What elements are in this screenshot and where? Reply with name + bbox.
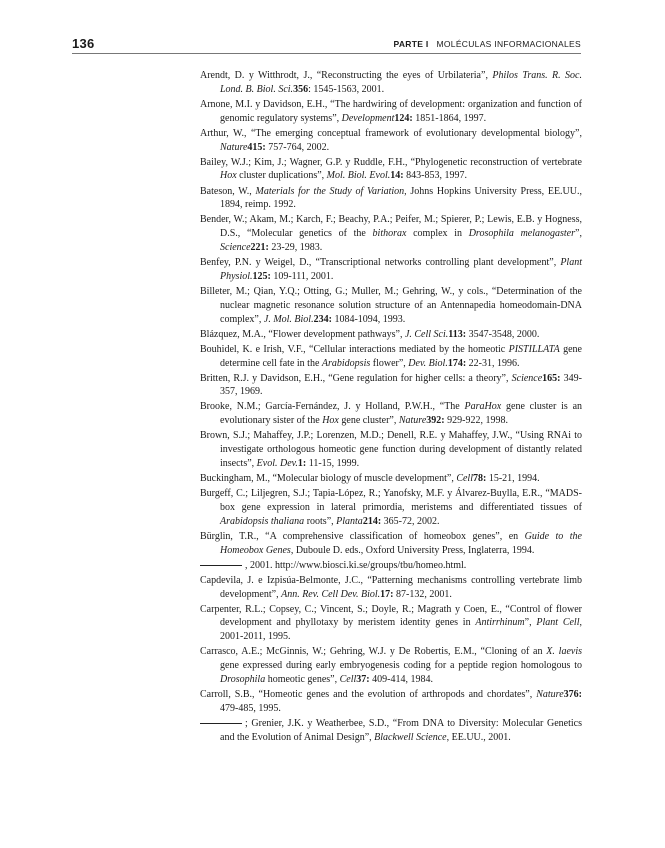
reference-text: Bender, W.; Akam, M.; Karch, F.; Beachy, P.A.; Peifer, M.; Spierer, P.; Lewis, E.B. y Hogness, D.S., “Molecular genetics of the xyxy=(200,214,582,240)
reference-text: Arendt, D. y Witthrodt, J., “Reconstructing the eyes of Urbilateria”, xyxy=(200,70,493,81)
reference-text: X. laevis xyxy=(546,646,582,658)
reference-list xyxy=(200,69,582,746)
reference-source: Philos Trans. R. Soc. Lond. B. Biol. Sci. xyxy=(220,70,582,95)
reference-text: 87-132, 2001. xyxy=(393,588,452,600)
reference-text: 479-485, 1995. xyxy=(220,702,281,714)
reference-text: Bailey, W.J.; Kim, J.; Wagner, G.P. y Ruddle, F.H., “Phylogenetic reconstruction of vertebrate xyxy=(200,156,582,168)
reference-text: 22-31, 1996. xyxy=(466,357,520,369)
reference-text: 365-72, 2002. xyxy=(381,515,440,527)
reference-source: Nature xyxy=(536,689,564,701)
reference-text: Billeter, M.; Qian, Y.Q.; Otting, G.; Muller, M.; Gehring, W., y cols., “Determination of the nuclear magnetic resonance solution structure of an Antennapedia homeodomain-DNA complex”, xyxy=(200,285,582,325)
reference-volume: 14: xyxy=(390,170,404,182)
reference-text: Carpenter, R.L.; Copsey, C.; Vincent, S.; Doyle, R.; Magrath y Coen, E., “Control of flower development and phyllotaxy by meristem identity genes in xyxy=(200,603,582,629)
reference-source: Nature xyxy=(398,415,427,427)
reference-text: ”, xyxy=(524,617,537,629)
reference-text: 349-357, 1969. xyxy=(220,372,582,398)
header-rule xyxy=(72,53,581,54)
reference-entry xyxy=(200,343,582,371)
reference-entry xyxy=(200,156,582,184)
reference-text: 843-853, 1997. xyxy=(403,170,467,182)
reference-source: J. Cell Sci. xyxy=(404,328,449,340)
reference-text: 1851-1864, 1997. xyxy=(412,112,487,124)
reference-source: Plant Cell xyxy=(536,617,580,629)
reference-text: Britten, R.J. y Davidson, E.H., “Gene regulation for higher cells: a theory”, xyxy=(200,372,512,384)
repeat-author-dash xyxy=(200,723,242,724)
reference-volume: 1: xyxy=(297,458,307,470)
reference-text: gene cluster is an evolutionary sister of the xyxy=(220,401,583,427)
reference-text: Brooke, N.M.; García-Fernández, J. y Holland, P.W.H., “The xyxy=(200,401,465,413)
reference-entry xyxy=(200,472,582,486)
reference-text: Hox xyxy=(220,170,237,182)
reference-text: , 2001. http://www.biosci.ki.se/groups/tbu/homeo.html. xyxy=(245,559,467,571)
reference-entry xyxy=(200,559,582,573)
page-number: 136 xyxy=(72,36,95,51)
reference-entry xyxy=(200,372,582,400)
reference-text: 15-21, 1994. xyxy=(486,473,540,485)
reference-text: 757-764, 2002. xyxy=(265,141,330,153)
reference-text: ; Grenier, J.K. y Weatherbee, S.D., “From DNA to Diversity: Molecular Genetics and the Evolution of Animal Design”, xyxy=(220,717,582,743)
reference-entry xyxy=(200,717,582,745)
reference-source: Nature xyxy=(220,141,248,153)
reference-source: Guide to the Homeobox Genes xyxy=(220,530,582,556)
reference-text: complex in xyxy=(406,228,469,240)
reference-source: Plant Physiol. xyxy=(220,257,582,282)
reference-entry xyxy=(200,185,582,213)
reference-text: , EE.UU., 2001. xyxy=(446,731,511,743)
reference-volume: 124: xyxy=(394,112,413,124)
reference-volume: 376: xyxy=(563,689,582,701)
reference-text: Blázquez, M.A., “Flower development pathways”, xyxy=(200,328,405,340)
reference-text: homeotic genes”, xyxy=(265,674,340,685)
reference-volume: 113: xyxy=(448,328,467,340)
reference-volume: 78: xyxy=(473,473,487,485)
reference-text: ParaHox xyxy=(464,401,502,413)
reference-entry xyxy=(200,645,582,687)
reference-text: Buckingham, M., “Molecular biology of muscle development”, xyxy=(200,473,457,485)
reference-text: Arnone, M.I. y Davidson, E.H., “The hardwiring of development: organization and function of genomic regulatory systems”, xyxy=(200,98,582,124)
reference-text: Drosophila xyxy=(220,674,266,685)
reference-text: 409-414, 1984. xyxy=(369,674,433,685)
reference-source: Materials for the Study of Variation, xyxy=(255,185,407,197)
reference-source: Dev. Biol. xyxy=(408,357,448,369)
reference-text: Burgeff, C.; Liljegren, S.J.; Tapia-López, R.; Yanofsky, M.F. y Álvarez-Buylla, E.R., “MADS-box gene expression in lateral primordia, meristems and differentiated tissues of xyxy=(200,488,582,513)
reference-source: Evol. Dev. xyxy=(256,458,298,470)
reference-entry xyxy=(200,69,582,97)
reference-volume: 392: xyxy=(426,415,445,427)
reference-volume: 165: xyxy=(542,372,561,384)
reference-text: Arabidopsis thaliana xyxy=(220,515,305,527)
reference-volume: 214: xyxy=(362,515,382,527)
reference-text: flower”, xyxy=(370,357,409,369)
reference-entry xyxy=(200,487,582,529)
reference-volume: 174: xyxy=(447,357,467,369)
reference-entry xyxy=(200,213,582,255)
reference-text: Drosophila melanogaster xyxy=(468,228,576,240)
reference-text: Carroll, S.B., “Homeotic genes and the evolution of arthropods and chordates”, xyxy=(200,689,537,701)
reference-entry xyxy=(200,688,582,716)
reference-source: Mol. Biol. Evol. xyxy=(326,170,391,182)
reference-text: Antirrhinum xyxy=(475,617,525,629)
reference-source: Cell xyxy=(456,473,473,485)
reference-text: 3547-3548, 2000. xyxy=(466,328,540,340)
reference-source: J. Mol. Biol. xyxy=(263,313,314,325)
reference-entry xyxy=(200,400,582,428)
reference-entry xyxy=(200,328,582,342)
reference-source: Science xyxy=(220,242,251,254)
reference-volume: 221: xyxy=(250,242,269,254)
reference-text: Brown, S.J.; Mahaffey, J.P.; Lorenzen, M.D.; Denell, R.E. y Mahaffey, J.W., “Using RNAi to investigate orthologous homeotic gene function during development of distantly related insects”, xyxy=(200,430,582,470)
reference-text: Bateson, W., xyxy=(200,185,256,197)
reference-volume: 356 xyxy=(293,83,309,95)
reference-source: Development xyxy=(341,112,395,124)
repeat-author-dash xyxy=(200,565,242,566)
reference-text: ”, xyxy=(575,228,582,240)
reference-text: 11-15, 1999. xyxy=(306,458,360,470)
reference-text: gene determine cell fate in the xyxy=(220,343,582,369)
reference-source: Planta xyxy=(336,515,363,527)
reference-text: , 2001-2011, 1995. xyxy=(220,617,582,643)
reference-volume: 415: xyxy=(247,141,266,153)
reference-entry xyxy=(200,530,582,558)
part-label: PARTE I xyxy=(393,39,429,49)
reference-text: , Duboule D. eds., Oxford University Press, Inglaterra, 1994. xyxy=(290,544,535,556)
reference-text: gene expressed during early embryogenesis coding for a peptide region homologous to xyxy=(220,660,582,672)
reference-entry xyxy=(200,603,582,645)
reference-volume: 17: xyxy=(380,588,394,600)
reference-text: Bouhidel, K. e Irish, V.F., “Cellular interactions mediated by the homeotic xyxy=(200,343,509,355)
reference-entry xyxy=(200,429,582,471)
reference-text: Capdevila, J. e Izpisúa-Belmonte, J.C., “Patterning mechanisms controlling vertebrate limb development”, xyxy=(200,574,582,600)
reference-text: roots”, xyxy=(304,515,337,527)
reference-text: 1084-1094, 1993. xyxy=(331,313,406,325)
reference-text: bithorax xyxy=(372,228,407,240)
reference-entry xyxy=(200,98,582,126)
part-title: MOLÉCULAS INFORMACIONALES xyxy=(436,39,581,49)
reference-entry xyxy=(200,574,582,602)
reference-text: cluster duplications”, xyxy=(236,170,327,182)
reference-text: : 1545-1563, 2001. xyxy=(308,83,385,95)
reference-text: Johns Hopkins University Press, EE.UU., 1894, reimp. 1992. xyxy=(220,185,583,211)
reference-text: Bürglin, T.R., “A comprehensive classification of homeobox genes”, en xyxy=(200,530,525,542)
reference-entry xyxy=(200,285,582,327)
running-head xyxy=(394,39,582,49)
reference-volume: 234: xyxy=(313,313,332,325)
reference-volume: 37: xyxy=(356,674,370,685)
reference-entry xyxy=(200,256,582,284)
reference-text: 929-922, 1998. xyxy=(444,415,508,427)
reference-volume: 125: xyxy=(252,270,271,282)
reference-text: PISTILLATA xyxy=(508,343,560,355)
reference-entry xyxy=(200,127,582,155)
reference-text: 23-29, 1983. xyxy=(268,242,323,254)
reference-text: Arabidopsis xyxy=(321,357,371,369)
reference-text: Benfey, P.N. y Weigel, D., “Transcriptional networks controlling plant development”, xyxy=(200,257,561,269)
reference-text: gene cluster”, xyxy=(338,415,399,427)
reference-text: Hox xyxy=(322,415,339,427)
reference-source: Ann. Rev. Cell Dev. Biol. xyxy=(281,588,381,600)
reference-text: Arthur, W., “The emerging conceptual framework of evolutionary developmental biology”, xyxy=(200,127,582,139)
reference-text: 109-111, 2001. xyxy=(270,270,334,282)
reference-source: Science xyxy=(511,372,543,384)
reference-text: Carrasco, A.E.; McGinnis, W.; Gehring, W.J. y De Robertis, E.M., “Cloning of an xyxy=(200,646,547,658)
reference-source: Blackwell Science xyxy=(374,731,447,743)
reference-source: Cell xyxy=(339,674,357,685)
